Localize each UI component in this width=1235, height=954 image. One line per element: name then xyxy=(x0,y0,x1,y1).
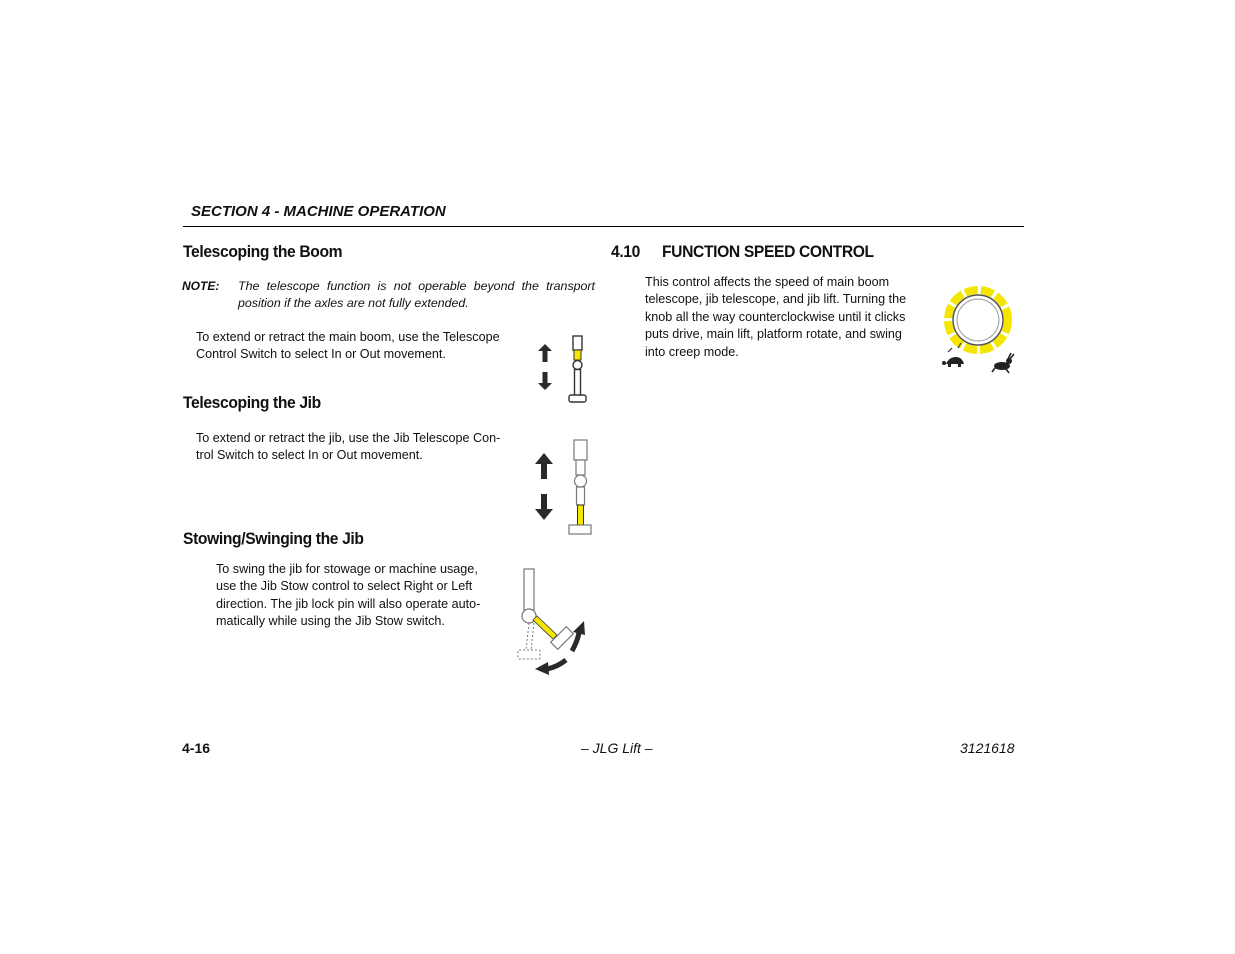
boom-telescope-illustration xyxy=(534,334,594,406)
stow-line-3: direction. The jib lock pin will also operate auto- xyxy=(216,596,481,611)
rabbit-icon xyxy=(992,353,1014,373)
speed-line-5: into creep mode. xyxy=(645,344,739,359)
speed-dial-icon xyxy=(948,290,1008,352)
stow-line-2: use the Jib Stow control to select Right or Left xyxy=(216,579,473,594)
turtle-icon xyxy=(942,357,964,367)
jib-line-1: To extend or retract the jib, use the Jib Telescope Con- xyxy=(196,431,501,445)
speed-paragraph xyxy=(645,274,906,361)
arrow-down-icon xyxy=(535,494,553,520)
jib-stow-illustration xyxy=(514,566,594,678)
arrow-up-icon xyxy=(538,344,552,362)
footer-center: – JLG Lift – xyxy=(581,740,653,756)
note-text: The telescope function is not operable beyond the transport position if the axles are not fully extended. xyxy=(238,279,595,311)
heading-telescoping-jib: Telescoping the Jib xyxy=(183,393,321,412)
stow-line-4: matically while using the Jib Stow switch. xyxy=(216,614,445,629)
jib-stow-icon xyxy=(518,569,573,659)
heading-stowing-jib: Stowing/Swinging the Jib xyxy=(183,529,364,548)
boom-icon xyxy=(569,336,586,402)
speed-line-1: This control affects the speed of main boom xyxy=(645,275,890,289)
arrow-down-icon xyxy=(538,372,552,390)
speed-line-2: telescope, jib telescope, and jib lift. Turning the xyxy=(645,292,907,307)
jib-line-2: trol Switch to select In or Out movement. xyxy=(196,448,423,463)
jib-icon xyxy=(569,440,591,534)
speed-line-3: knob all the way counterclockwise until it clicks xyxy=(645,309,906,324)
speed-knob-illustration xyxy=(940,280,1020,380)
section-number: 4.10 xyxy=(611,242,640,261)
page-number: 4-16 xyxy=(182,740,211,756)
stow-line-1: To swing the jib for stowage or machine usage, xyxy=(216,562,478,576)
header-rule xyxy=(183,226,1024,227)
heading-telescoping-boom: Telescoping the Boom xyxy=(183,242,343,261)
curved-arrow-up-icon xyxy=(572,621,585,651)
jib-telescope-illustration xyxy=(532,437,594,537)
stow-paragraph xyxy=(216,561,480,631)
jib-paragraph xyxy=(196,430,500,465)
boom-line-2: Control Switch to select In or Out movement. xyxy=(196,347,446,362)
heading-function-speed: FUNCTION SPEED CONTROL xyxy=(662,242,874,261)
curved-arrow-down-icon xyxy=(535,660,566,675)
doc-number: 3121618 xyxy=(960,740,1015,756)
arrow-up-icon xyxy=(535,453,553,479)
boom-line-1: To extend or retract the main boom, use the Telescope xyxy=(196,330,500,344)
speed-line-4: puts drive, main lift, platform rotate, and swing xyxy=(645,327,902,342)
boom-paragraph xyxy=(196,329,500,364)
section-title: SECTION 4 - MACHINE OPERATION xyxy=(191,203,446,220)
note-label: NOTE: xyxy=(182,279,220,293)
